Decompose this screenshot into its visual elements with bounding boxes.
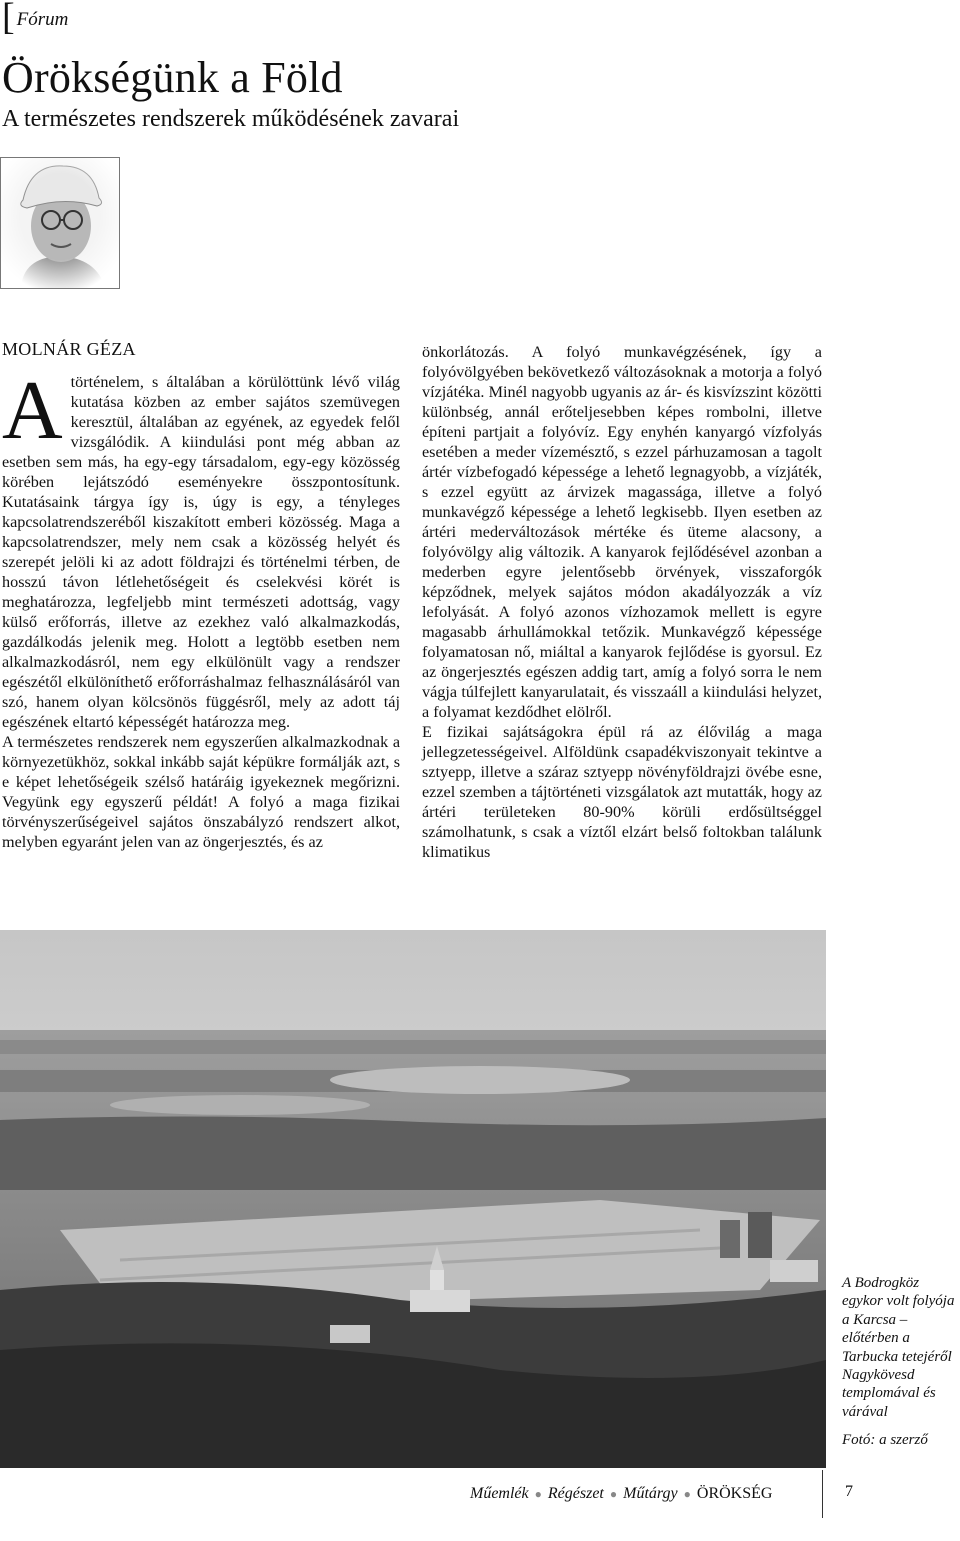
article-subtitle: A természetes rendszerek működésének zavarai xyxy=(2,106,460,132)
paragraph: A természetes rendszerek nem egyszerűen alkalmazkodnak a környezetükhöz, sokkal inkább saját képükre formálják azt, s e képet lehetőségeik szélső határáig igyekeznek megőrizni. Vegyünk egy egyszerű példát! A folyó a maga fizikai törvényszerűségeivel sajátos önszabályzó rendszert alkot, melyben egyaránt jelen van az öngerjesztés, és az xyxy=(2,733,400,851)
section-tag xyxy=(2,0,69,38)
right-column xyxy=(422,342,822,862)
section-bracket: [ xyxy=(2,0,15,38)
section-label: Fórum xyxy=(16,9,69,30)
footer-item: Műemlék xyxy=(470,1485,529,1502)
footer-item: Műtárgy xyxy=(623,1485,678,1502)
photo-credit: Fotó: a szerző xyxy=(842,1432,928,1448)
paragraph: önkorlátozás. A folyó munkavégzésének, így a folyóvölgyében bekövetkező változásoknak a motorja a folyó vízjátéka. Minél nagyobb ugyanis az ár- és kisvízszint közötti különbség, annál erőteljesebben képes rombolni, illetve építeni partjait a folyóvíz. Egy enyhén kanyargó vízfolyás esetében a meder vízemésztő, s ezzel párhuzamosan a tagolt ártér vízbefogadó képessége a lehető legnagyobb, a vízjáték, s ezzel együtt az árvizek magassága, illetve a folyó munkavégző képessége a lehető legkisebb. Ilyen esetben az ártéri mederváltozások mértéke és üteme alacsony, a folyóvölgy alig változik. A kanyarok fejlődésével azonban a mederben egyre jelentősebb örvények, visszaforgók képződnek, melyek sajátos módon akadályozzák a víz lefolyását. A folyó azonos vízhozamok mellett is egyre magasabb árhullámokkal tetőzik. Munkavégző képessége folyamatosan nő, miáltal a kanyarok fejlődése is gyorsul. Ez az öngerjesztés egészen addig tart, amíg a folyó sorra le nem vágja túlfejlett kanyarulatait, és visszaáll a kiindulási helyzet, a folyamat kezdődhet elölről. xyxy=(422,343,822,721)
bullet-icon: ● xyxy=(683,1486,691,1501)
footer-item: Régészet xyxy=(547,1485,604,1502)
page-number: 7 xyxy=(845,1483,853,1500)
footer-item: ÖRÖKSÉG xyxy=(696,1485,773,1502)
landscape-photo xyxy=(0,930,826,1468)
author-portrait xyxy=(0,157,120,289)
paragraph-text: történelem, s általában a körülöttünk lévő világ kutatása közben az ember sajátos szemüvegen keresztül, általában az egyének, az egyedek felől vizsgálódik. A kiindulási pont még abban az esetben sem más, ha egy-egy társadalom, egy-egy közösség körében lejátszódó eseményekre összpontosítunk. Kutatásaink tárgya így is, úgy is egy, a tényleges kapcsolatrendszeréből kiszakított emberi közösség. Maga a kapcsolatrendszer, mely nem csak a közösség helyét és szerepét jelöli ki az adott földrajzi és történelmi térben, de hosszú távon létlehetőségeit és cselekvési körét is meghatározza, legfeljebb mint természeti adottság, vagy külső erőforrás, illetve az ezekhez való alkalmazkodás, gazdálkodás jelenik meg. Holott a legtöbb esetben nem alkalmazkodásról, nem egy elkülönült vagy a rendszer egészétől elkülöníthető erőforráshalmaz felhasználásáról van szó, hanem olyan kölcsönös függésről, mely az adott táj egészének eltartó képességét határozza meg. xyxy=(2,373,400,731)
paragraph: E fizikai sajátságokra épül rá az élővilág a maga jellegzetességeivel. Alföldünk csapadékviszonyait tekintve a sztyepp, illetve a száraz sztyepp növényföldrajzi övébe esne, ezzel szemben a tájtörténeti vizsgálatok azt mutatták, hogy az ártéri területeken 80-90% körüli erdősültséggel számolhatunk, s csak a víztől elzárt belső foltokban találunk klimatikus xyxy=(422,723,822,861)
photo-caption: A Bodrogköz egykor volt folyója a Karcsa – előtérben a Tarbucka tetejéről Nagykövesd templomával és várával xyxy=(842,1275,955,1420)
bullet-icon: ● xyxy=(609,1486,618,1501)
footer-divider xyxy=(822,1470,823,1518)
bullet-icon: ● xyxy=(534,1486,542,1501)
author-name: MOLNÁR GÉZA xyxy=(2,339,136,359)
left-column xyxy=(2,364,400,852)
intro-paragraph xyxy=(2,364,400,732)
footer-nav xyxy=(470,1481,772,1507)
drop-cap: A xyxy=(2,364,63,457)
article-title: Örökségünk a Föld xyxy=(2,53,343,102)
